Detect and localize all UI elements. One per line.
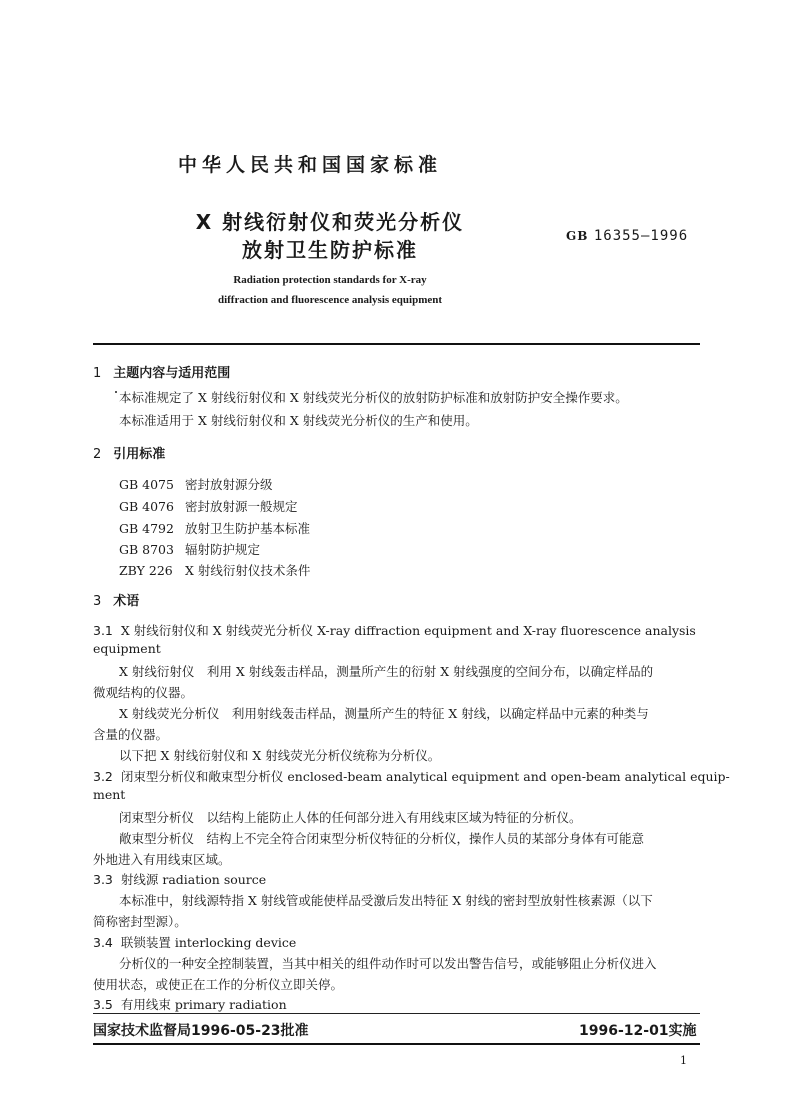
clause-3-1-title: X 射线衍射仪和 X 射线荧光分析仪 X-ray diffraction equipment and X-ray fluorescence analysis	[120, 623, 696, 638]
clause-3-2-paragraph-2-cont: 外地进入有用线束区域。	[93, 852, 231, 867]
clause-3-2-heading	[93, 767, 730, 785]
page-number: 1	[680, 1054, 687, 1067]
clause-3-1-number: 3.1	[93, 623, 113, 638]
clause-3-4-number: 3.4	[93, 935, 113, 950]
reference-code: GB 4792	[119, 521, 174, 536]
reference-item	[119, 540, 260, 558]
section-3-number: 3	[93, 594, 102, 609]
section-2-title: 引用标准	[113, 447, 166, 462]
clause-3-1-paragraph-3: 以下把 X 射线衍射仪和 X 射线荧光分析仪统称为分析仪。	[119, 748, 441, 763]
header-divider	[93, 343, 700, 345]
document-title-line2: 放射卫生防护标准	[242, 238, 418, 262]
english-title-line1: Radiation protection standards for X-ray	[233, 274, 427, 286]
clause-3-5-title: 有用线束 primary radiation	[120, 997, 287, 1012]
clause-3-3-paragraph-1-cont: 简称密封型源）。	[93, 914, 187, 929]
standard-code	[566, 228, 688, 244]
bottom-divider	[93, 1043, 700, 1045]
clause-3-2-number: 3.2	[93, 769, 113, 784]
section-1-paragraph-1: 本标准规定了 X 射线衍射仪和 X 射线荧光分析仪的放射防护标准和放射防护安全操作要求。	[119, 390, 628, 405]
effective-date: 1996-12-01实施	[579, 1023, 697, 1039]
clause-3-1-paragraph-1: X 射线衍射仪 利用 X 射线轰击样品，测量所产生的衍射 X 射线强度的空间分布，以确定样品的	[119, 664, 654, 679]
footer-divider	[93, 1013, 700, 1014]
section-3-heading	[93, 590, 139, 609]
clause-3-5-heading	[93, 995, 287, 1013]
clause-3-4-heading	[93, 933, 296, 951]
clause-3-2-title-cont: ment	[93, 787, 126, 802]
section-2-heading	[93, 443, 165, 462]
clause-3-4-title: 联锁装置 interlocking device	[120, 935, 297, 950]
section-1-heading	[93, 362, 230, 381]
reference-name: 放射卫生防护基本标准	[185, 521, 311, 536]
english-title-line2: diffraction and fluorescence analysis equipment	[217, 294, 443, 306]
reference-code: GB 8703	[119, 542, 174, 557]
section-1-paragraph-2: 本标准适用于 X 射线衍射仪和 X 射线荧光分析仪的生产和使用。	[119, 413, 478, 428]
clause-3-3-number: 3.3	[93, 872, 113, 887]
reference-name: 密封放射源一般规定	[185, 499, 298, 514]
clause-3-4-paragraph-1: 分析仪的一种安全控制装置，当其中相关的组件动作时可以发出警告信号，或能够阻止分析仪进入	[119, 956, 657, 971]
clause-3-1-paragraph-1-cont: 微观结构的仪器。	[93, 685, 194, 700]
clause-3-1-heading	[93, 621, 696, 639]
clause-3-5-number: 3.5	[93, 997, 113, 1012]
section-1-title: 主题内容与适用范围	[113, 366, 231, 381]
reference-item	[119, 561, 310, 579]
reference-name: 辐射防护规定	[185, 542, 261, 557]
reference-item	[119, 519, 310, 537]
clause-3-1-title-cont: equipment	[93, 641, 161, 656]
clause-3-2-paragraph-1: 闭束型分析仪 以结构上能防止人体的任何部分进入有用线束区域为特征的分析仪。	[119, 810, 582, 825]
clause-3-2-paragraph-2: 敞束型分析仪 结构上不完全符合闭束型分析仪特征的分析仪，操作人员的某部分身体有可能意	[119, 831, 645, 846]
clause-3-3-paragraph-1: 本标准中，射线源特指 X 射线管或能使样品受激后发出特征 X 射线的密封型放射性核素源（以下	[119, 893, 653, 908]
national-standard-heading: 中华人民共和国国家标准	[177, 154, 442, 176]
section-1-number: 1	[93, 366, 102, 381]
approval-date: 国家技术监督局1996-05-23批准	[93, 1023, 309, 1039]
document-title-line1: X 射线衍射仪和荧光分析仪	[195, 210, 465, 234]
clause-3-3-heading	[93, 870, 266, 888]
scan-speck	[115, 391, 117, 393]
section-3-title: 术语	[113, 594, 140, 609]
standard-code-number: 16355—1996	[593, 228, 689, 244]
reference-item	[119, 475, 273, 493]
clause-3-2-title: 闭束型分析仪和敞束型分析仪 enclosed-beam analytical equipment and open-beam analytical equip-	[120, 769, 730, 784]
reference-name: 密封放射源分级	[185, 477, 273, 492]
clause-3-1-paragraph-2-cont: 含量的仪器。	[93, 727, 169, 742]
clause-3-1-paragraph-2: X 射线荧光分析仪 利用射线轰击样品，测量所产生的特征 X 射线，以确定样品中元素的种类与	[119, 706, 649, 721]
reference-code: GB 4075	[119, 477, 174, 492]
section-2-number: 2	[93, 447, 102, 462]
standard-code-prefix: GB	[566, 229, 589, 243]
reference-name: X 射线衍射仪技术条件	[185, 563, 311, 578]
reference-code: GB 4076	[119, 499, 174, 514]
reference-code: ZBY 226	[119, 563, 173, 578]
reference-item	[119, 497, 298, 515]
clause-3-4-paragraph-1-cont: 使用状态，或使正在工作的分析仪立即关停。	[93, 977, 344, 992]
clause-3-3-title: 射线源 radiation source	[120, 872, 267, 887]
